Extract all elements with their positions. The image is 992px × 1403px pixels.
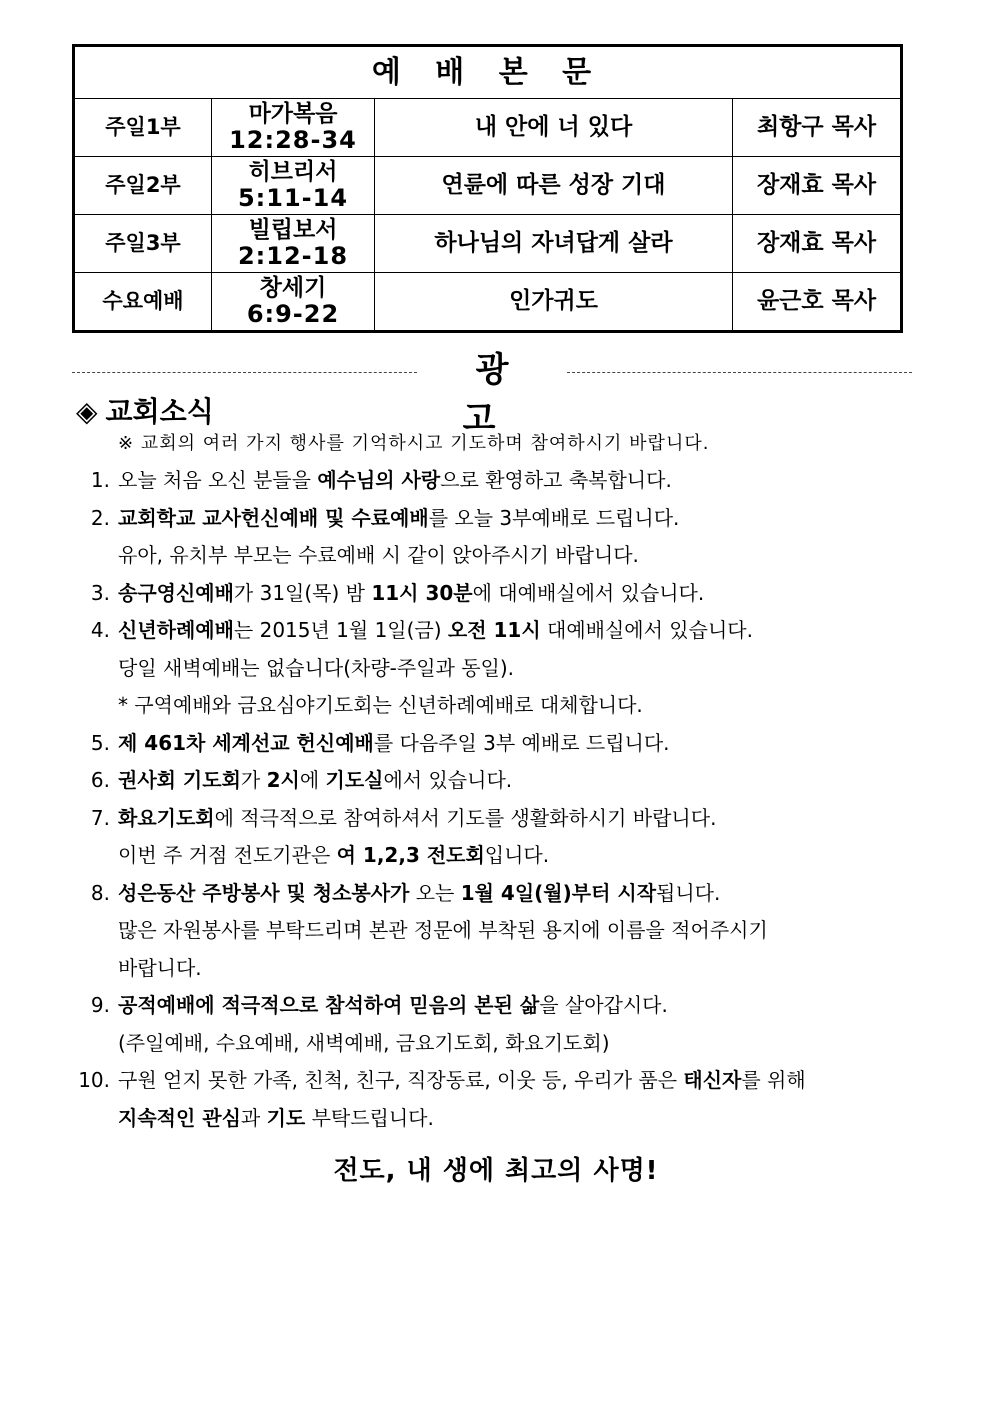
emphasis-text: 화요기도회 bbox=[118, 805, 215, 830]
plain-text: 됩니다. bbox=[656, 880, 721, 905]
item-text bbox=[118, 1029, 610, 1057]
item-number: 2. bbox=[90, 505, 110, 530]
plain-text: 입니다. bbox=[484, 843, 550, 867]
item-text bbox=[118, 654, 514, 682]
plain-text: 가 bbox=[240, 768, 267, 792]
plain-text: 이번 주 거점 전도기관은 bbox=[118, 843, 337, 867]
service-name: 수요예배 bbox=[75, 273, 212, 331]
item-text bbox=[118, 879, 720, 907]
sermon-title: 연륜에 따른 성장 기대 bbox=[375, 157, 733, 215]
item-number: 4. bbox=[90, 618, 110, 642]
item-text bbox=[118, 1104, 434, 1132]
plain-text: 가 31일(목) 밤 bbox=[233, 580, 372, 605]
scripture-cell bbox=[212, 157, 375, 215]
emphasis-text: 태신자 bbox=[683, 1068, 742, 1092]
scripture-book: 마가복음 bbox=[248, 100, 338, 127]
worship-table-title: 예 배 본 문 bbox=[75, 47, 901, 99]
item-number: 8. bbox=[90, 880, 110, 905]
emphasis-text: 성은동산 주방봉사 및 청소봉사가 bbox=[118, 880, 410, 905]
announcement-list bbox=[72, 466, 922, 1141]
item-text bbox=[118, 541, 639, 569]
scripture-cell bbox=[212, 99, 375, 157]
plain-text: 당일 새벽예배는 없습니다(차량-주일과 동일). bbox=[118, 655, 515, 680]
plain-text: 에 bbox=[299, 768, 326, 792]
preacher-name: 최항구 목사 bbox=[733, 99, 901, 157]
item-text bbox=[118, 1066, 806, 1094]
plain-text: 을 살아갑시다. bbox=[539, 993, 668, 1017]
plain-text: 에서 있습니다. bbox=[383, 768, 513, 792]
emphasis-text: 11시 30분 bbox=[371, 580, 473, 605]
emphasis-text: 제 461차 세계선교 헌신예배 bbox=[118, 730, 374, 755]
announcement-line bbox=[72, 691, 922, 729]
emphasis-text: 공적예배에 적극적으로 참석하여 믿음의 본된 삶 bbox=[118, 993, 540, 1017]
item-number: 5. bbox=[90, 730, 110, 755]
item-number: 6. bbox=[90, 768, 110, 792]
announcement-line bbox=[72, 1029, 922, 1067]
announcement-line bbox=[72, 916, 922, 954]
evangelism-slogan: 전도, 내 생에 최고의 사명! bbox=[333, 1156, 659, 1186]
announcement-line bbox=[72, 954, 922, 992]
announcement-line bbox=[72, 541, 922, 579]
emphasis-text: 지속적인 관심 bbox=[118, 1105, 241, 1130]
plain-text: (주일예배, 수요예배, 새벽예배, 금요기도회, 화요기도회) bbox=[118, 1030, 610, 1055]
plain-text: 에 대예배실에서 있습니다. bbox=[472, 580, 705, 605]
dashed-divider-left bbox=[72, 372, 417, 373]
item-text bbox=[118, 579, 704, 607]
scripture-reference: 2:12-18 bbox=[237, 241, 349, 270]
item-text bbox=[118, 954, 202, 982]
item-text bbox=[118, 991, 668, 1019]
church-news-note: ※ 교회의 여러 가지 행사를 기억하시고 기도하며 참여하시기 바랍니다. bbox=[118, 433, 710, 454]
announcement-line bbox=[72, 654, 922, 692]
emphasis-text: 여 1,2,3 전도회 bbox=[336, 843, 485, 867]
plain-text: 으로 환영하고 축복합니다. bbox=[440, 468, 672, 492]
plain-text: 에 적극적으로 참여하셔서 기도를 생활화하시기 바랍니다. bbox=[214, 805, 717, 830]
scripture-book: 히브리서 bbox=[248, 158, 338, 185]
worship-row bbox=[75, 215, 901, 273]
emphasis-text: 1월 4일(월)부터 시작 bbox=[460, 880, 657, 905]
announcement-line bbox=[72, 466, 922, 504]
item-text bbox=[118, 616, 753, 644]
plain-text: 많은 자원봉사를 부탁드리며 본관 정문에 부착된 용지에 이름을 적어주시기 bbox=[118, 918, 768, 942]
item-text bbox=[118, 466, 672, 494]
emphasis-text: 예수님의 사랑 bbox=[317, 468, 441, 492]
emphasis-text: 기도 bbox=[266, 1105, 306, 1130]
announcement-line bbox=[72, 766, 922, 804]
church-news-label: 교회소식 bbox=[105, 395, 214, 428]
announcements-title: 광 고 bbox=[462, 350, 535, 439]
item-text bbox=[118, 691, 643, 719]
plain-text: 대예배실에서 있습니다. bbox=[540, 618, 753, 642]
diamond-bullet-icon: ◈ bbox=[76, 395, 98, 428]
emphasis-text: 기도실 bbox=[325, 768, 384, 792]
plain-text: 바랍니다. bbox=[118, 955, 202, 980]
preacher-name: 장재효 목사 bbox=[733, 215, 901, 273]
plain-text: 유아, 유치부 부모는 수료예배 시 같이 앉아주시기 바랍니다. bbox=[118, 543, 639, 567]
plain-text: 구원 얻지 못한 가족, 친척, 친구, 직장동료, 이웃 등, 우리가 품은 bbox=[118, 1068, 684, 1092]
scripture-reference: 5:11-14 bbox=[237, 183, 349, 212]
emphasis-text: 교회학교 교사헌신예배 및 수료예배 bbox=[118, 505, 429, 530]
plain-text: 를 다음주일 3부 예배로 드립니다. bbox=[373, 730, 670, 755]
sermon-title: 하나님의 자녀답게 살라 bbox=[375, 215, 733, 273]
plain-text: 과 bbox=[240, 1105, 267, 1130]
emphasis-text: 송구영신예배 bbox=[118, 580, 234, 605]
service-name: 주일3부 bbox=[75, 215, 212, 273]
worship-row bbox=[75, 273, 901, 331]
announcement-line bbox=[72, 729, 922, 767]
worship-scripture-table bbox=[72, 44, 903, 333]
emphasis-text: 2시 bbox=[266, 768, 300, 792]
item-text bbox=[118, 841, 549, 869]
plain-text: 를 오늘 3부예배로 드립니다. bbox=[428, 505, 680, 530]
announcement-line bbox=[72, 804, 922, 842]
scripture-book: 창세기 bbox=[259, 274, 327, 301]
scripture-cell bbox=[212, 215, 375, 273]
emphasis-text: 오전 11시 bbox=[447, 618, 541, 642]
dashed-divider-right bbox=[567, 372, 912, 373]
emphasis-text: 신년하례예배 bbox=[118, 618, 234, 642]
scripture-reference: 12:28-34 bbox=[229, 125, 357, 154]
item-number: 1. bbox=[90, 468, 110, 492]
announcement-line bbox=[72, 616, 922, 654]
service-name: 주일1부 bbox=[75, 99, 212, 157]
announcement-line bbox=[72, 879, 922, 917]
announcement-line bbox=[72, 504, 922, 542]
plain-text: 는 2015년 1월 1일(금) bbox=[233, 618, 448, 642]
item-number: 10. bbox=[78, 1068, 110, 1092]
item-number: 7. bbox=[90, 805, 110, 830]
sermon-title: 인가귀도 bbox=[375, 273, 733, 331]
item-text bbox=[118, 804, 716, 832]
announcement-line bbox=[72, 579, 922, 617]
item-text bbox=[118, 729, 670, 757]
preacher-name: 장재효 목사 bbox=[733, 157, 901, 215]
item-text bbox=[118, 766, 512, 794]
announcement-line bbox=[72, 841, 922, 879]
announcement-line bbox=[72, 1104, 922, 1142]
scripture-reference: 6:9-22 bbox=[246, 299, 340, 328]
emphasis-text: 권사회 기도회 bbox=[118, 768, 241, 792]
worship-row bbox=[75, 99, 901, 157]
item-number: 3. bbox=[90, 580, 110, 605]
item-text bbox=[118, 504, 679, 532]
announcement-line bbox=[72, 1066, 922, 1104]
service-name: 주일2부 bbox=[75, 157, 212, 215]
announcement-line bbox=[72, 991, 922, 1029]
scripture-cell bbox=[212, 273, 375, 331]
worship-row bbox=[75, 157, 901, 215]
plain-text: 오늘 처음 오신 분들을 bbox=[118, 468, 318, 492]
scripture-book: 빌립보서 bbox=[248, 216, 338, 243]
item-number: 9. bbox=[90, 993, 110, 1017]
church-news-title bbox=[76, 390, 214, 430]
sermon-title: 내 안에 너 있다 bbox=[375, 99, 733, 157]
preacher-name: 윤근호 목사 bbox=[733, 273, 901, 331]
plain-text: 부탁드립니다. bbox=[305, 1105, 434, 1130]
plain-text: 를 위해 bbox=[741, 1068, 806, 1092]
plain-text: 오는 bbox=[409, 880, 461, 905]
item-text bbox=[118, 916, 768, 944]
plain-text: * 구역예배와 금요심야기도회는 신년하례예배로 대체합니다. bbox=[118, 693, 643, 717]
